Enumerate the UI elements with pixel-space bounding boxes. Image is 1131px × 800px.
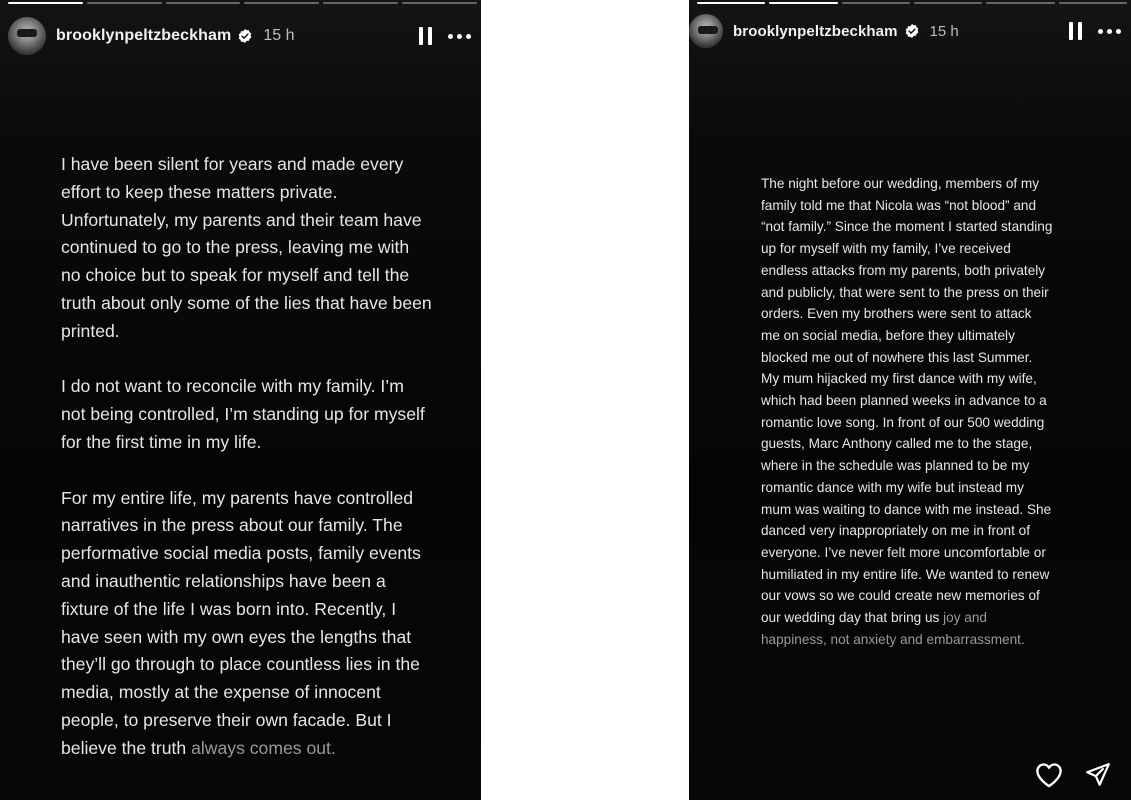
story-right — [689, 0, 1131, 800]
avatar[interactable] — [689, 14, 723, 48]
post-time: 15 h — [263, 27, 295, 44]
pause-icon[interactable] — [1069, 22, 1082, 40]
progress-segment — [402, 2, 477, 4]
verified-badge-icon — [904, 23, 920, 39]
verified-badge-icon — [237, 28, 253, 44]
post-time: 15 h — [929, 22, 959, 40]
send-icon[interactable] — [1085, 762, 1111, 788]
avatar[interactable] — [8, 17, 46, 55]
story-header — [8, 17, 471, 55]
progress-segment — [697, 2, 765, 4]
story-paragraph-text: For my entire life, my parents have controlled narratives in the press about our family. The performative social media posts, family events and inauthentic relationships have been a fixture of the life I was born into. Recently, I have seen with my own eyes the lengths that they’ll go through to place countless lies in the media, mostly at the expense of innocent people, to preserve their own facade. But I believe the truth — [61, 487, 421, 758]
story-paragraph: I do not want to reconcile with my family. I’m not being controlled, I’m standing up for myself for the first time in my life. — [61, 376, 425, 452]
story-actions — [1035, 762, 1111, 788]
story-text — [61, 151, 433, 763]
progress-segment — [8, 2, 83, 4]
story-text — [761, 173, 1053, 650]
progress-segment — [769, 2, 837, 4]
story-paragraph — [61, 485, 433, 763]
progress-segment — [1059, 2, 1127, 4]
progress-segment — [87, 2, 162, 4]
progress-segment — [986, 2, 1054, 4]
story-paragraph-faded: joy and happiness, not anxiety and embarrassment. — [761, 610, 1025, 647]
story-progress-bar — [697, 2, 1127, 4]
username[interactable]: brooklynpeltzbeckham — [733, 22, 898, 40]
progress-segment — [914, 2, 982, 4]
more-options-icon[interactable] — [1098, 29, 1121, 34]
story-paragraph-faded: always comes out. — [191, 737, 336, 758]
progress-segment — [166, 2, 241, 4]
heart-icon[interactable] — [1035, 762, 1063, 788]
more-options-icon[interactable] — [448, 34, 471, 39]
progress-segment — [244, 2, 319, 4]
story-left — [0, 0, 481, 800]
pause-icon[interactable] — [419, 27, 432, 45]
story-paragraph: I have been silent for years and made every effort to keep these matters private. Unfortunately, my parents and their team have continued to go to the press, leaving me with no choice but to speak for myself and tell the truth about only some of the lies that have been printed. — [61, 154, 432, 341]
username[interactable]: brooklynpeltzbeckham — [56, 27, 232, 44]
story-paragraph: The night before our wedding, members of my family told me that Nicola was “not blood” and “not family.” Since the moment I started standing up for myself with my family, I’ve received endless attacks from my parents, both privately and publicly, that were sent to the press on their orders. Even my brothers were sent to attack me on social media, before they ultimately blocked me out of nowhere this last Summer. My mum hijacked my first dance with my wife, which had been planned weeks in advance to a romantic love song. In front of our 500 wedding guests, Marc Anthony called me to the stage, where in the schedule was planned to be my romantic dance with my wife but instead my mum was waiting to dance with me instead. She danced very inappropriately on me in front of everyone. I’ve never felt more uncomfortable or humiliated in my entire life. We wanted to renew our vows so we could create new memories of our wedding day that bring us — [761, 176, 1053, 626]
story-header — [689, 14, 1121, 48]
progress-segment — [323, 2, 398, 4]
progress-segment — [842, 2, 910, 4]
story-progress-bar — [8, 2, 477, 4]
